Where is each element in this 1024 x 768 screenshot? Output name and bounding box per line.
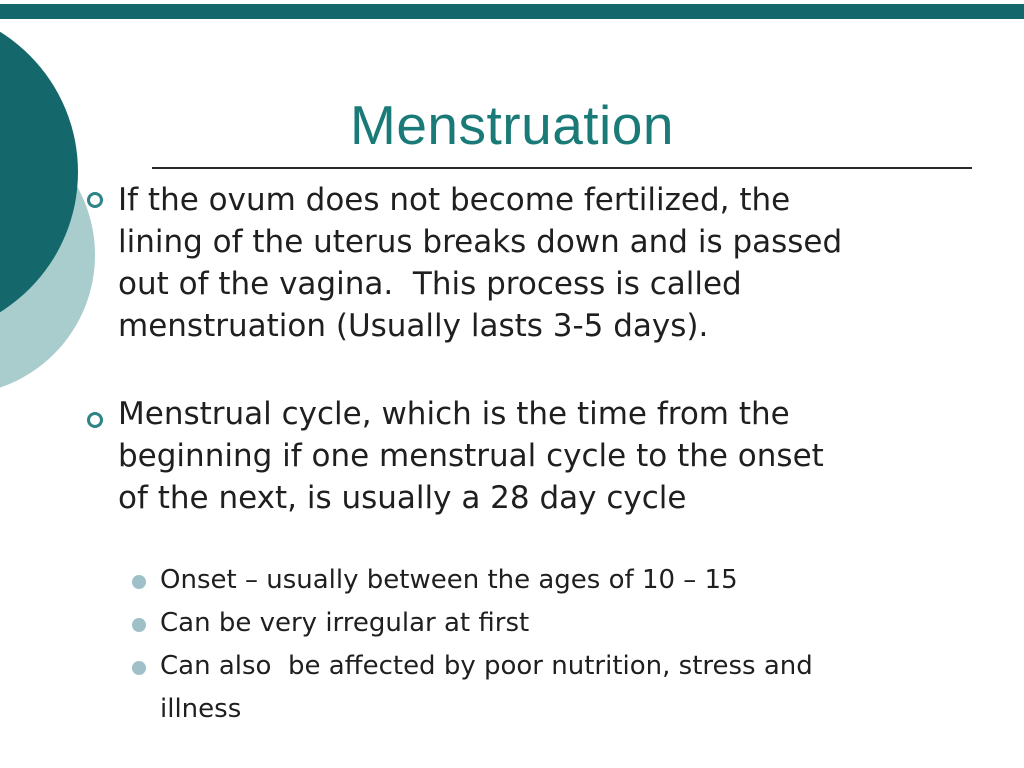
sub-bullet-1 [160,559,738,602]
top-accent-bar [0,4,1024,19]
slide-title: Menstruation [350,94,674,156]
open-circle-bullet-icon [87,192,103,208]
sub-text-line: illness [160,694,242,724]
body-text-line: out of the vagina. This process is called [118,266,742,302]
sub-bullet-2 [160,602,529,645]
sub-text-line: Can also be affected by poor nutrition, stress and [160,651,813,681]
filled-circle-bullet-icon [132,575,146,589]
body-text-line: Menstrual cycle, which is the time from the [118,396,790,432]
bullet-paragraph-1 [118,179,842,347]
bullet-paragraph-2 [118,393,824,519]
filled-circle-bullet-icon [132,618,146,632]
body-text-line: If the ovum does not become fertilized, the [118,182,791,218]
body-text-line: lining of the uterus breaks down and is passed [118,224,843,260]
sub-text-line: Onset – usually between the ages of 10 – 15 [160,565,738,595]
body-text-line: of the next, is usually a 28 day cycle [118,480,687,516]
open-circle-bullet-icon [87,412,103,428]
body-text-line: beginning if one menstrual cycle to the onset [118,438,824,474]
title-underline [152,167,972,169]
body-text-line: menstruation (Usually lasts 3-5 days). [118,308,709,344]
filled-circle-bullet-icon [132,661,146,675]
sub-text-line: Can be very irregular at first [160,608,530,638]
sub-bullet-3 [160,645,813,731]
